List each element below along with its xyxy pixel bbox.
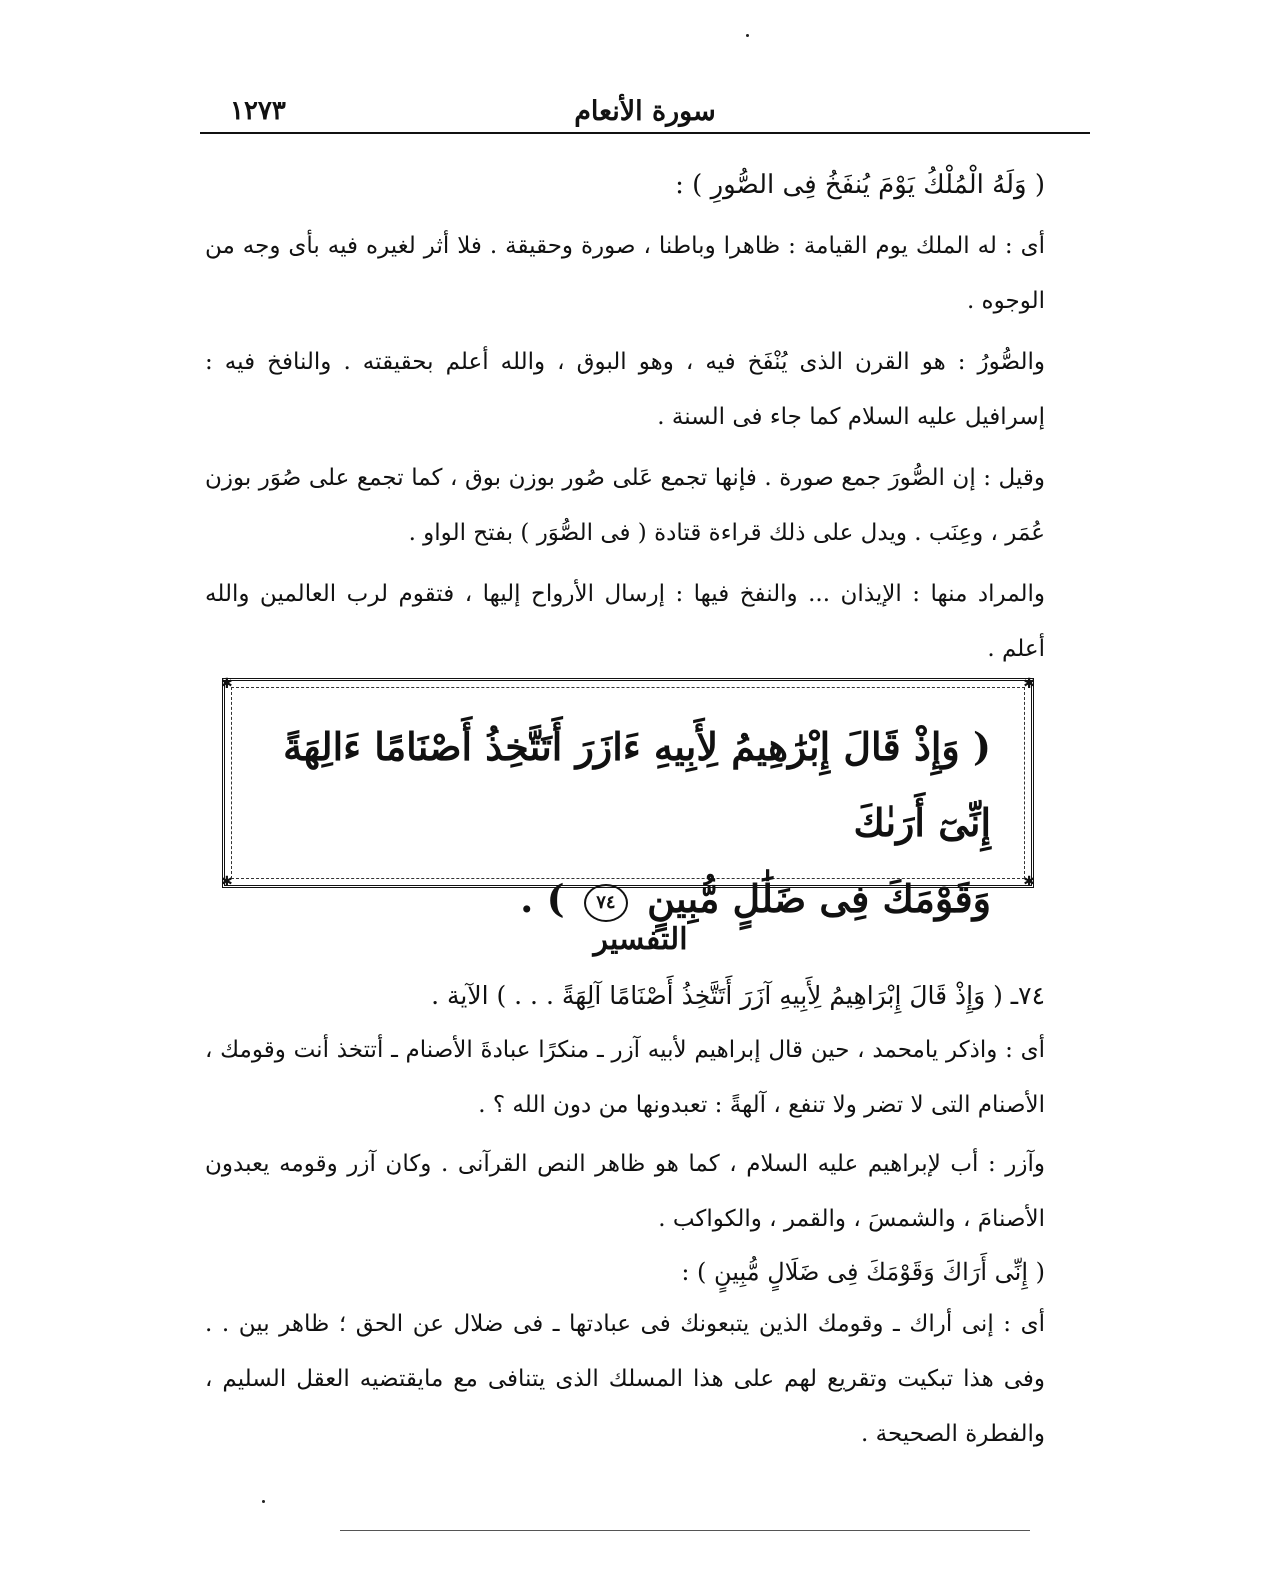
- paragraph: وآزر : أب لإبراهيم عليه السلام ، كما هو ظاهر النص القرآنى . وكان آزر وقومه يعبدون الأصنامَ ، والشمسَ ، والقمر ، والكواكب .: [205, 1151, 1045, 1232]
- verse-reference: ٧٤ـ ( وَإِذْ قَالَ إِبْرَاهِيمُ لِأَبِيهِ آزَرَ أَتَتَّخِذُ أَصْنَامًا آلِهَةً . . . ) الآية .: [431, 981, 1045, 1010]
- paragraph: أى : واذكر يامحمد ، حين قال إبراهيم لأبيه آزر ـ منكرًا عبادةَ الأصنام ـ أتتخذ أنت وقومك ، الأصنام التى لا تضر ولا تنفع ، آلهةً : تعبدونها من دون الله ؟ .: [205, 1037, 1045, 1118]
- quran-quote: ( إِنِّى أَرَاكَ وَقَوْمَكَ فِى ضَلَالٍ مُّبِينٍ ) :: [681, 1258, 1045, 1286]
- page-number: ١٢٧٣: [230, 96, 286, 126]
- tafsir-section: [205, 968, 1045, 1462]
- ayah-number-marker: ٧٤: [584, 884, 628, 922]
- corner-star-icon: ✱: [1023, 676, 1035, 692]
- corner-star-icon: ✱: [221, 676, 233, 692]
- corner-star-icon: ✱: [221, 874, 233, 890]
- paragraph: أى : له الملك يوم القيامة : ظاهرا وباطنا ، صورة وحقيقة . فلا أثر لغيره فيه بأى وجه من الوجوه .: [205, 233, 1045, 314]
- corner-star-icon: ✱: [1023, 874, 1035, 890]
- paragraph: والمراد منها : الإيذان ... والنفخ فيها : إرسال الأرواح إليها ، فتقوم لرب العالمين والله أعلم .: [205, 581, 1045, 662]
- scan-speck: [746, 34, 749, 37]
- commentary-section: [205, 158, 1045, 677]
- verse-frame: [221, 676, 1035, 921]
- paragraph: والصُّورُ : هو القرن الذى يُنْفَخ فيه ، وهو البوق ، والله أعلم بحقيقته . والنافخ فيه : إسرافيل عليه السلام كما جاء فى السنة .: [205, 349, 1045, 430]
- verse-line: ( وَإِذْ قَالَ إِبْرَٰهِيمُ لِأَبِيهِ ءَازَرَ أَتَتَّخِذُ أَصْنَامًا ءَالِهَةً إِنِّىٓ أَرَىٰكَ: [283, 724, 991, 845]
- page-header: [200, 88, 1090, 136]
- paragraph: وقيل : إن الصُّورَ جمع صورة . فإنها تجمع عَلى صُور بوزن بوق ، كما تجمع على صُوَر بوزن عُمَر ، وعِنَب . ويدل على ذلك قراءة قتادة ( فى الصُّوَر ) بفتح الواو .: [205, 465, 1045, 546]
- paragraph: أى : إنى أراك ـ وقومك الذين يتبعونك فى عبادتها ـ فى ضلال عن الحق ؛ ظاهر بين . . وفى هذا تبكيت وتقريع لهم على هذا المسلك الذى يتنافى مع مايقتضيه العقل السليم ، والفطرة الصحيحة .: [205, 1311, 1045, 1447]
- header-rule: [200, 132, 1090, 134]
- verse-line-end: ) .: [520, 876, 565, 921]
- section-heading: التفسير: [593, 922, 688, 957]
- quran-quote: ( وَلَهُ الْمُلْكُ يَوْمَ يُنفَخُ فِى الصُّورِ ) :: [675, 170, 1045, 200]
- bottom-rule: [340, 1530, 1030, 1531]
- surah-title: سورة الأنعام: [574, 96, 716, 127]
- verse-line-text: وَقَوْمَكَ فِى ضَلَٰلٍ مُّبِينٍ: [647, 876, 991, 921]
- scan-speck: [262, 1500, 265, 1503]
- verse-text: [255, 709, 991, 937]
